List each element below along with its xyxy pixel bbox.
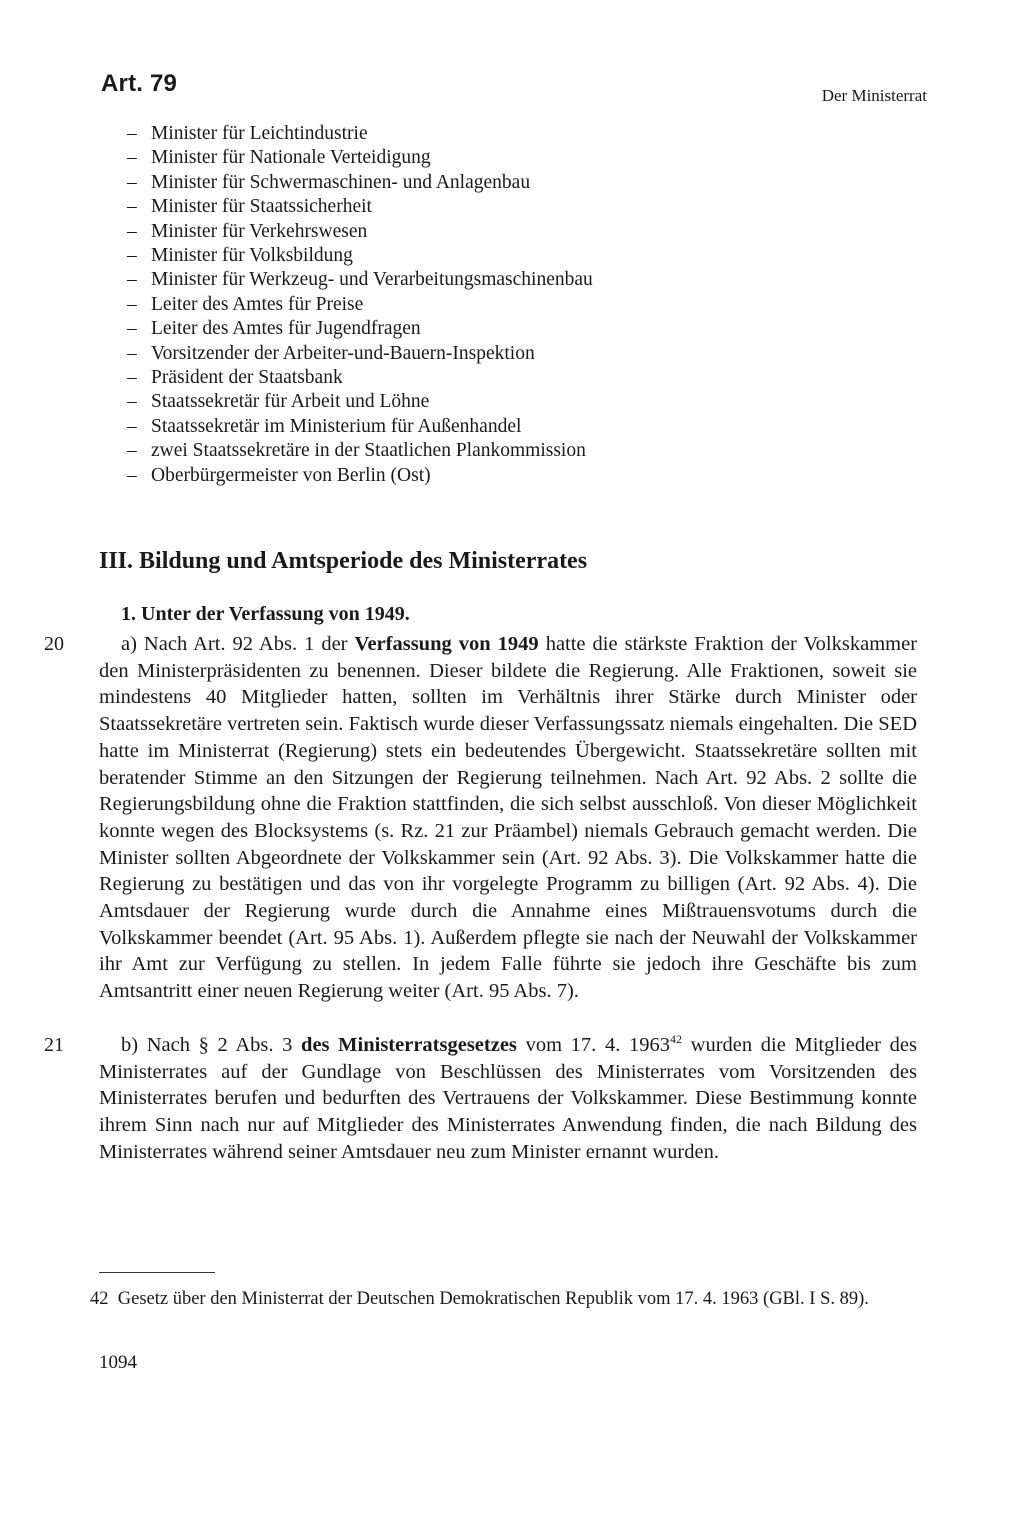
list-item [127,366,593,390]
list-item [127,244,593,268]
list-item-text: zwei Staatssekretäre in der Staatlichen Plankommission [151,440,586,462]
list-item [127,195,593,219]
list-dash: – [127,123,137,144]
list-item [127,146,593,170]
list-dash: – [127,220,137,242]
footnote-reference: 42 [669,1032,682,1046]
list-item-text: Minister für Nationale Verteidigung [151,147,431,169]
list-dash: – [127,367,137,389]
margin-number-21: 21 [44,1034,64,1056]
list-dash: – [127,196,137,218]
list-item [127,122,593,146]
paragraph-21-date: vom 17. 4. 1963 [525,1034,670,1056]
running-title: Der Ministerrat [821,86,927,105]
paragraph-21 [99,1032,917,1166]
list-item-text: Vorsitzender der Arbeiter-und-Bauern-Inspektion [151,342,535,364]
list-item [127,390,593,414]
list-item-text: Minister für Schwermaschinen- und Anlagenbau [151,171,531,193]
footnote-text: Gesetz über den Ministerrat der Deutschen Demokratischen Republik vom 17. 4. 1963 (GBl. I S. 89). [117,1289,869,1309]
paragraph-21-lead: b) Nach § 2 Abs. 3 [121,1034,293,1056]
paragraph-20-emphasis: Verfassung von 1949 [354,633,539,655]
paragraph-21-text: wurden die Mitglieder des Ministerrates auf der Gundlage von Beschlüssen des Ministerrates vom Vorsitzenden des Ministerrates berufen und bedurften des Vertrauens der Volkskammer. Diese Bestimmung konnte ihrem Sinn nach nur auf Mitglieder des Ministerrates Anwendung finden, die nach Bildung des Ministerrates während seiner Amtsdauer neu zum Minister ernannt wurden. [99,1034,917,1163]
list-item-text: Minister für Staatssicherheit [151,196,372,218]
list-dash: – [127,318,137,340]
margin-number-20: 20 [44,633,64,655]
list-item-text: Minister für Verkehrswesen [151,220,368,242]
list-item-text: Staatssekretär im Ministerium für Außenhandel [151,415,522,437]
section-heading: III. Bildung und Amtsperiode des Ministerrates [99,548,588,574]
list-dash: – [127,391,137,413]
footnote [90,1287,918,1311]
list-item [127,293,593,317]
list-item [127,439,593,463]
footnote-divider [99,1272,215,1273]
list-item [127,268,593,292]
minister-list [127,122,593,488]
page-number: 1094 [99,1352,137,1373]
list-item-text: Leiter des Amtes für Jugendfragen [151,318,421,340]
list-dash: – [127,464,137,486]
subsection-heading: 1. Unter der Verfassung von 1949. [121,603,410,625]
list-item [127,415,593,439]
list-dash: – [127,171,137,193]
list-dash: – [127,342,137,364]
paragraph-21-emphasis: des Ministerratsgesetzes [301,1034,517,1056]
list-item-text: Staatssekretär für Arbeit und Löhne [151,391,430,413]
list-dash: – [127,440,137,462]
list-item [127,464,593,488]
list-dash: – [127,269,137,291]
article-label: Art. 79 [101,70,178,97]
paragraph-20-lead: a) Nach Art. 92 Abs. 1 der [121,633,348,655]
list-item-text: Minister für Werkzeug- und Verarbeitungsmaschinenbau [151,269,593,291]
paragraph-20 [99,631,917,1005]
list-item [127,220,593,244]
list-dash: – [127,293,137,315]
list-dash: – [127,147,137,169]
list-item [127,342,593,366]
list-dash: – [127,415,137,437]
footnote-number: 42 [90,1289,109,1309]
list-item [127,317,593,341]
list-item-text: Oberbürgermeister von Berlin (Ost) [151,464,431,486]
list-dash: – [127,245,137,267]
paragraph-20-text: hatte die stärkste Fraktion der Volkskammer den Ministerpräsidenten zu benennen. Dieser bildete die Regierung. Alle Fraktionen, soweit sie mindestens 40 Mitglieder hatten, sollten im Verhältnis ihrer Stärke durch Minister oder Staatssekretäre vertreten sein. Faktisch wurde dieser Verfassungssatz niemals eingehalten. Die SED hatte im Ministerrat (Regierung) stets ein bedeutendes Übergewicht. Staatssekretäre sollten mit beratender Stimme an den Sitzungen der Regierung teilnehmen. Nach Art. 92 Abs. 2 sollte die Regierungsbildung ohne die Fraktion stattfinden, die sich selbst ausschloß. Von dieser Möglichkeit konnte wegen des Blocksystems (s. Rz. 21 zur Präambel) niemals Gebrauch gemacht werden. Die Minister sollten Abgeordnete der Volkskammer sein (Art. 92 Abs. 3). Die Volkskammer hatte die Regierung zu bestätigen und das von ihr vorgelegte Programm zu billigen (Art. 92 Abs. 4). Die Amtsdauer der Regierung wurde durch die Annahme eines Mißtrauensvotums durch die Volkskammer beendet (Art. 95 Abs. 1). Außerdem pflegte sie nach der Neuwahl der Volkskammer ihr Amt zur Verfügung zu stellen. In jedem Falle führte sie jedoch ihre Geschäfte bis zum Amtsantritt einer neuen Regierung weiter (Art. 95 Abs. 7). [99,633,918,1003]
list-item [127,171,593,195]
list-item-text: Präsident der Staatsbank [151,367,343,389]
list-item-text: Minister für Volksbildung [151,245,353,267]
list-item-text: Minister für Leichtindustrie [151,123,368,144]
list-item-text: Leiter des Amtes für Preise [151,293,364,315]
